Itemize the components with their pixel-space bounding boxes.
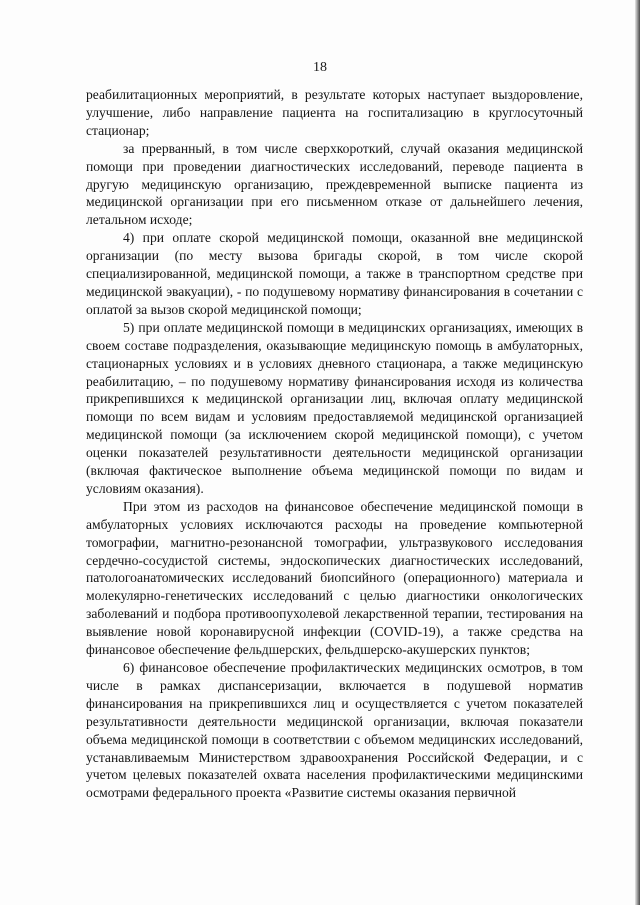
paragraph-item-4: 4) при оплате скорой медицинской помощи, оказанной вне медицинской организации (по месту вызова бригады скорой, в том числе скорой специализированной, медицинской помощи, а также в транспортном средстве при медицинской эвакуации), - по подушевому нормативу финансирования в сочетании с оплатой за вызов скорой медицинской помощи; <box>86 230 583 317</box>
document-body <box>86 86 583 802</box>
page-number: 18 <box>313 60 327 75</box>
scan-right-edge <box>635 0 640 905</box>
paragraph-exclusions: При этом из расходов на финансовое обеспечение медицинской помощи в амбулаторных условиях исключаются расходы на проведение компьютерной томографии, магнитно-резонансной томографии, ультразвукового исследования сердечно-сосудистой системы, эндоскопических диагностических исследований, патологоанатомических исследований биопсийного (операционного) материала и молекулярно-генетических исследований с целью диагностики онкологических заболеваний и подбора противоопухолевой лекарственной терапии, тестирования на выявление новой коронавирусной инфекции (COVID-19), а также средства на финансовое обеспечение фельдшерских, фельдшерско-акушерских пунктов; <box>86 498 583 658</box>
paragraph-continuation: реабилитационных мероприятий, в результате которых наступает выздоровление, улучшение, либо направление пациента на госпитализацию в круглосуточный стационар; <box>86 87 583 138</box>
paragraph-item-6: 6) финансовое обеспечение профилактических медицинских осмотров, в том числе в рамках диспансеризации, включается в подушевой норматив финансирования на прикрепившихся лиц и осуществляется с учетом показателей результативности деятельности медицинской организации, включая показатели объема медицинской помощи в соответствии с объемом медицинских исследований, устанавливаемым Министерством здравоохранения Российской Федерации, и с учетом целевых показателей охвата населения профилактическими медицинскими осмотрами федерального проекта «Развитие системы оказания первичной <box>86 660 583 801</box>
paragraph-interrupted-case: за прерванный, в том числе сверхкороткий, случай оказания медицинской помощи при проведении диагностических исследований, переводе пациента в другую медицинскую организацию, преждевременной выписке пациента из медицинской организации при его письменном отказе от дальнейшего лечения, летальном исходе; <box>86 140 583 228</box>
paragraph-item-5: 5) при оплате медицинской помощи в медицинских организациях, имеющих в своем составе подразделения, оказывающие медицинскую помощь в амбулаторных, стационарных условиях и в условиях дневного стационара, а также медицинскую реабилитацию, – по подушевому нормативу финансирования исходя из количества прикрепившихся к медицинской организации лиц, включая оплату медицинской помощи по всем видам и условиям предоставляемой медицинской организацией медицинской помощи (за исключением скорой медицинской помощи), с учетом оценки показателей результативности деятельности медицинской организации (включая фактическое выполнение объема медицинской помощи по видам и условиям оказания). <box>86 319 583 496</box>
